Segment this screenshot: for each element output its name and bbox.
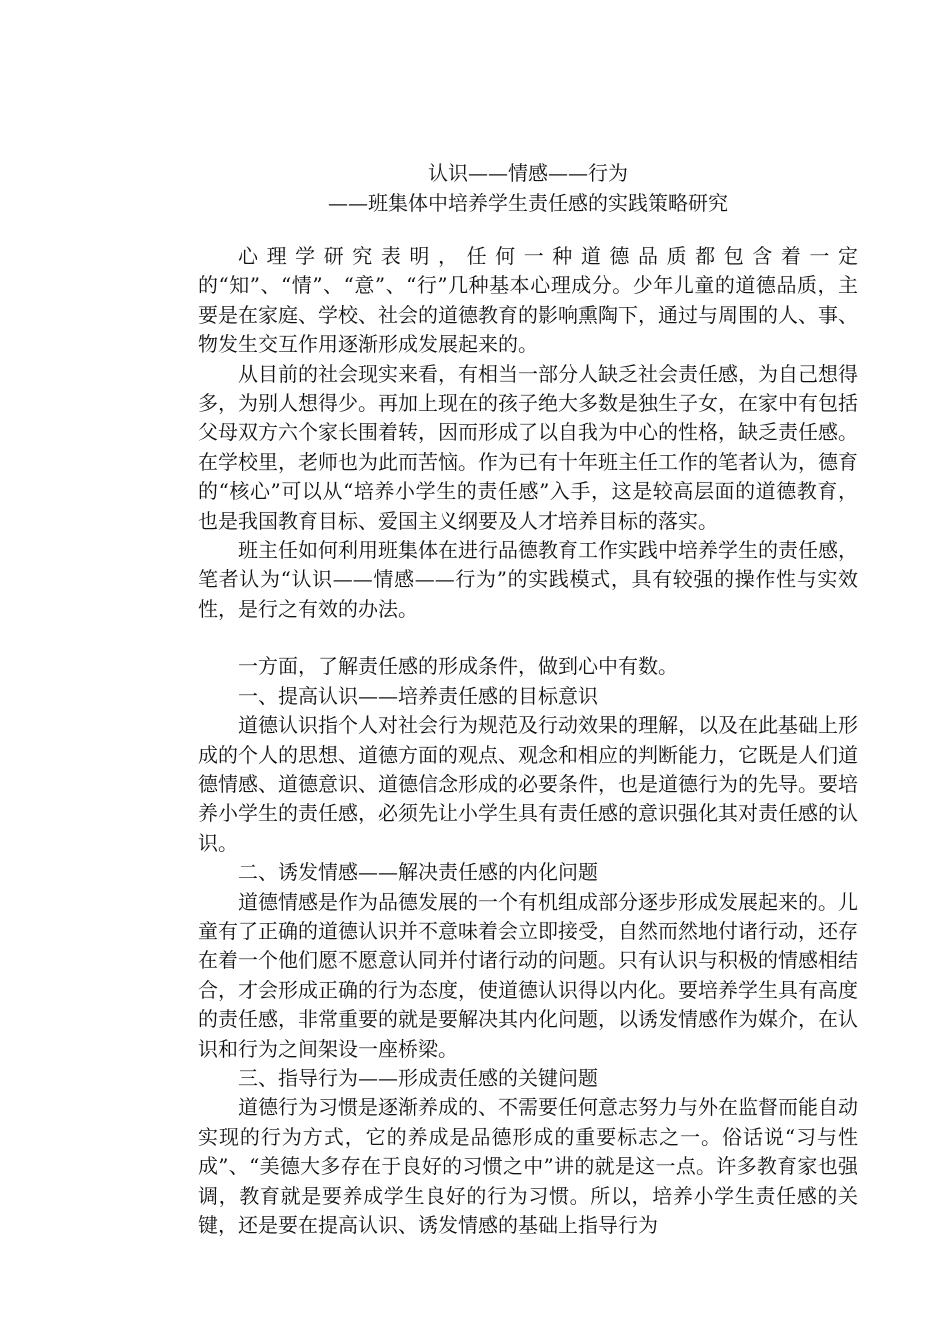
intro-paragraph-1: 心理学研究表明，任何一种道德品质都包含着一定的“知”、“情”、“意”、“行”几种基本心理成分。少年儿童的道德品质，主要是在家庭、学校、社会的道德教育的影响熏陶下，通过与周围的人、事、物发生交互作用逐渐形成发展起来的。	[198, 244, 858, 357]
document-title: 认识——情感——行为	[428, 161, 628, 185]
document-subtitle: ——班集体中培养学生责任感的实践策略研究	[328, 191, 728, 215]
intro-paragraph-3: 班主任如何利用班集体在进行品德教育工作实践中培养学生的责任感，笔者认为“认识——情感——行为”的实践模式，具有较强的操作性与实效性，是行之有效的办法。	[198, 538, 858, 621]
section-2-heading: 二、诱发情感——解决责任感的内化问题	[238, 860, 598, 885]
section-1-body: 道德认识指个人对社会行为规范及行动效果的理解，以及在此基础上形成的个人的思想、道德方面的观点、观念和相应的判断能力，它既是人们道德情感、道德意识、道德信念形成的必要条件，也是道德行为的先导。要培养小学生的责任感，必须先让小学生具有责任感的意识强化其对责任感的认识。	[198, 713, 858, 855]
document-content	[198, 158, 858, 1240]
section-1-heading: 一、提高认识——培养责任感的目标意识	[238, 683, 598, 708]
intro-paragraph-2: 从目前的社会现实来看，有相当一部分人缺乏社会责任感，为自己想得多，为别人想得少。再加上现在的孩子绝大多数是独生子女，在家中有包括父母双方六个家长围着转，因而形成了以自我为中心的性格，缺乏责任感。在学校里，老师也为此而苦恼。作为已有十年班主任工作的笔者认为，德育的“核心”可以从“培养小学生的责任感”入手，这是较高层面的道德教育，也是我国教育目标、爱国主义纲要及人才培养目标的落实。	[198, 361, 858, 533]
section-3-heading: 三、指导行为——形成责任感的关键问题	[238, 1065, 598, 1090]
section-spacer	[198, 624, 858, 652]
section-2-body: 道德情感是作为品德发展的一个有机组成部分逐步形成发展起来的。儿童有了正确的道德认识并不意味着会立即接受，自然而然地付诸行动，还存在着一个他们愿不愿意认同并付诸行动的问题。只有认识与积极的情感相结合，才会形成正确的行为态度，使道德认识得以内化。要培养学生具有高度的责任感，非常重要的就是要解决其内化问题，以诱发情感作为媒介，在认识和行为之间架设一座桥梁。	[198, 889, 858, 1061]
title-gap	[198, 218, 858, 242]
section-3-body: 道德行为习惯是逐渐养成的、不需要任何意志努力与外在监督而能自动实现的行为方式，它的养成是品德形成的重要标志之一。俗话说“习与性成”、“美德大多存在于良好的习惯之中”讲的就是这一点。许多教育家也强调，教育就是要养成学生良好的行为习惯。所以，培养小学生责任感的关键，还是要在提高认识、诱发情感的基础上指导行为	[198, 1095, 858, 1237]
overview-heading: 一方面，了解责任感的形成条件，做到心中有数。	[238, 654, 678, 679]
